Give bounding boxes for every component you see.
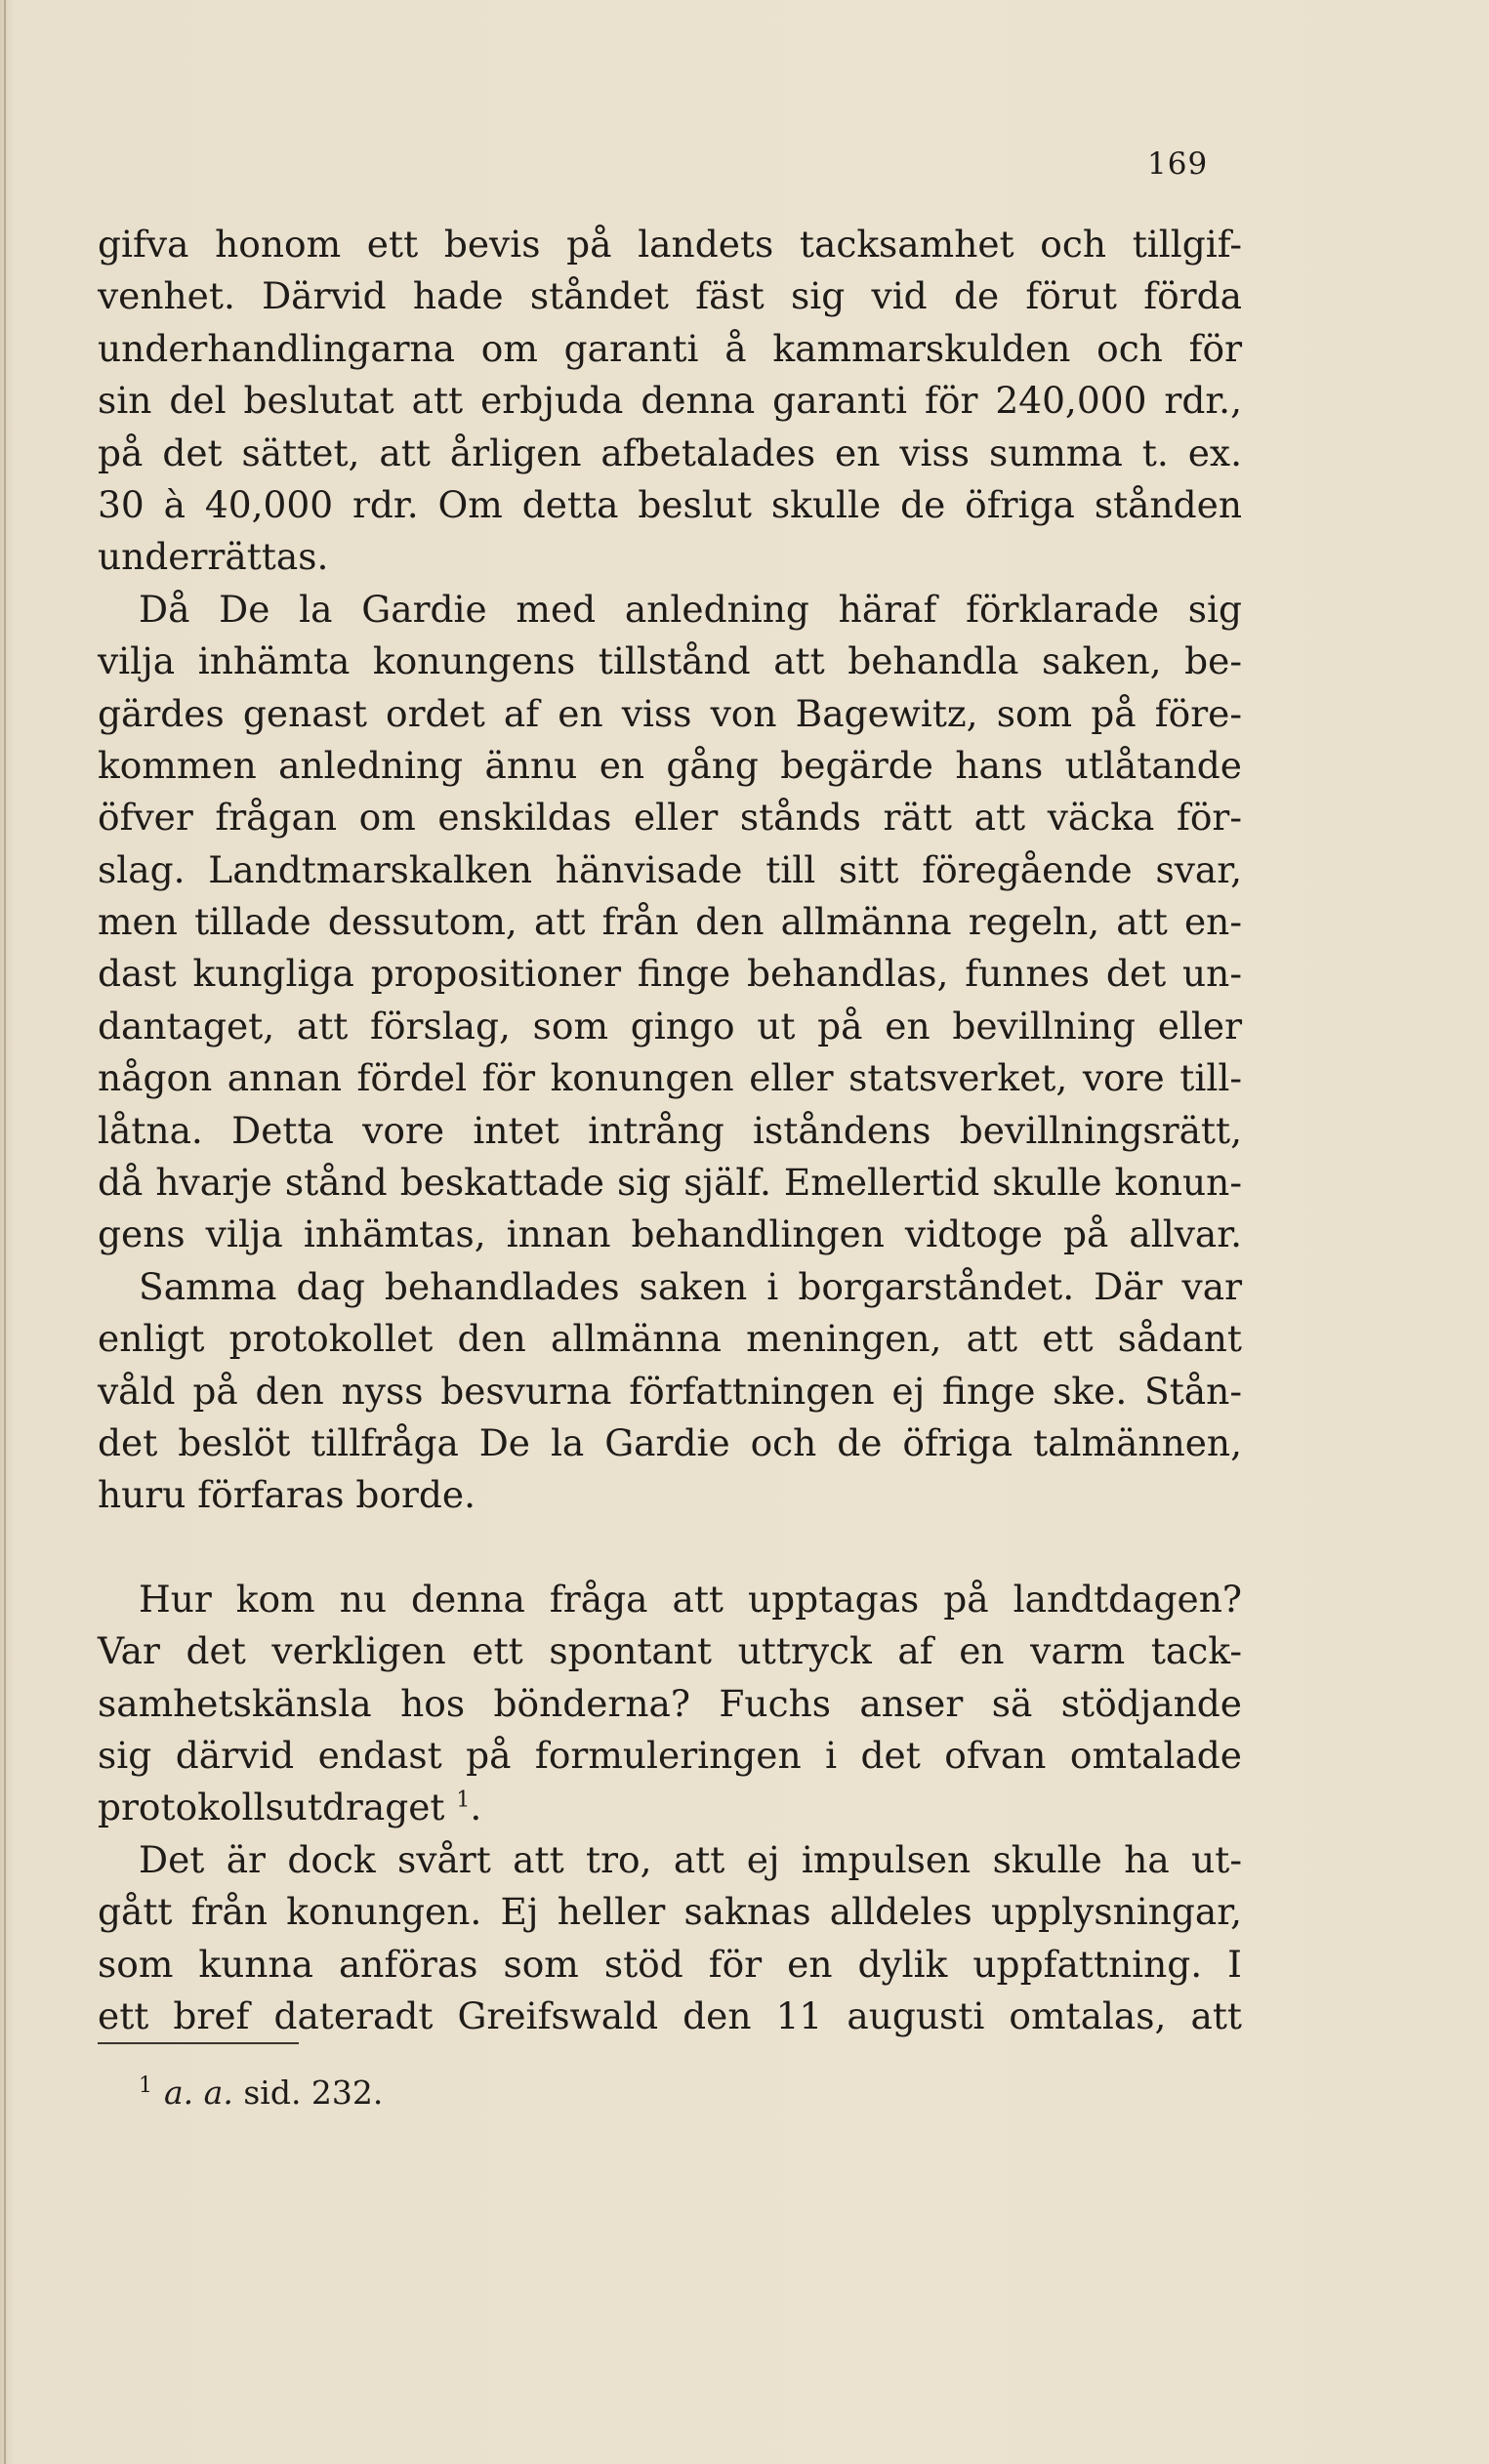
text-line: Hur kom nu denna fråga att upptagas på landtdagen?	[139, 1577, 1242, 1621]
text-line: samhetskänsla hos bönderna? Fuchs anser sä stödjande	[98, 1681, 1242, 1725]
text-line: 30 à 40,000 rdr. Om detta beslut skulle de öfriga stånden	[98, 482, 1242, 526]
text-line: ett bref dateradt Greifswald den 11 augusti omtalas, att	[98, 1993, 1242, 2037]
text-line: våld på den nyss besvurna författningen ej finge ske. Stån-	[98, 1369, 1242, 1413]
text-line: låtna. Detta vore intet intrång iståndens bevillningsrätt,	[98, 1108, 1242, 1152]
text-line: öfver frågan om enskildas eller stånds rätt att väcka för-	[98, 796, 1242, 840]
text-line: gifva honom ett bevis på landets tacksamhet och tillgif-	[98, 223, 1242, 266]
paragraph-5	[98, 1834, 1242, 2043]
page-edge	[4, 0, 6, 2464]
footnote-source: a. a.	[164, 2074, 233, 2112]
text-line: någon annan fördel för konungen eller statsverket, vore till-	[98, 1056, 1242, 1100]
text-line: gens vilja inhämtas, innan behandlingen vidtoge på allvar.	[98, 1212, 1242, 1256]
footnote-mark: 1	[139, 2074, 152, 2098]
text-line-with-footnote-ref	[98, 1782, 1242, 1833]
footnote-text: sid. 232.	[243, 2074, 384, 2112]
text-line: sin del beslutat att erbjuda denna garanti för 240,000 rdr.,	[98, 379, 1242, 423]
text-line: Då De la Gardie med anledning häraf förklarade sig	[139, 587, 1242, 631]
text-line: det beslöt tillfråga De la Gardie och de öfriga talmännen,	[98, 1420, 1242, 1464]
footnote-reference: 1	[456, 1787, 471, 1813]
text-line: men tillade dessutom, att från den allmänna regeln, att en-	[98, 900, 1242, 944]
text-line: på det sättet, att årligen afbetalades en viss summa t. ex.	[98, 431, 1242, 474]
text-line: kommen anledning ännu en gång begärde hans utlåtande	[98, 743, 1242, 787]
text-line: underrättas.	[98, 535, 329, 579]
body-text	[98, 219, 1242, 2042]
text-line: som kunna anföras som stöd för en dylik uppfattning. I	[98, 1942, 1242, 1986]
text-line: enligt protokollet den allmänna meningen, att ett sådant	[98, 1317, 1242, 1361]
paragraph-3	[98, 1261, 1242, 1522]
text-line: Var det verkligen ett spontant uttryck af en varm tack-	[98, 1629, 1242, 1673]
section-gap	[98, 1522, 1242, 1574]
text-line: sig därvid endast på formuleringen i det ofvan omtalade	[98, 1733, 1242, 1777]
text-line: Det är dock svårt att tro, att ej impulsen skulle ha ut-	[139, 1837, 1242, 1881]
text-line: venhet. Därvid hade ståndet fäst sig vid de förut förda	[98, 274, 1242, 318]
page-number: 169	[1147, 146, 1209, 182]
text-line: dantaget, att förslag, som gingo ut på en bevillning eller	[98, 1004, 1242, 1047]
line-end-punctuation: .	[470, 1786, 482, 1829]
footnote	[139, 2062, 383, 2117]
text-line: huru förfaras borde.	[98, 1473, 476, 1517]
text-line: Samma dag behandlades saken i borgarståndet. Där var	[139, 1264, 1242, 1308]
paragraph-1	[98, 219, 1242, 584]
text-line-content: protokollsutdraget	[98, 1786, 445, 1829]
text-line: då hvarje stånd beskattade sig själf. Emellertid skulle konun-	[98, 1161, 1242, 1205]
text-line: gärdes genast ordet af en viss von Bagewitz, som på före-	[98, 691, 1242, 735]
paragraph-2	[98, 584, 1242, 1261]
text-line: slag. Landtmarskalken hänvisade till sitt föregående svar,	[98, 847, 1242, 891]
paragraph-4	[98, 1574, 1242, 1834]
footnote-divider	[98, 2042, 299, 2044]
text-line: underhandlingarna om garanti å kammarskulden och för	[98, 326, 1242, 370]
text-line: vilja inhämta konungens tillstånd att behandla saken, be-	[98, 639, 1242, 683]
text-line: dast kungliga propositioner finge behandlas, funnes det un-	[98, 952, 1242, 996]
text-line: gått från konungen. Ej heller saknas alldeles upplysningar,	[98, 1890, 1242, 1934]
